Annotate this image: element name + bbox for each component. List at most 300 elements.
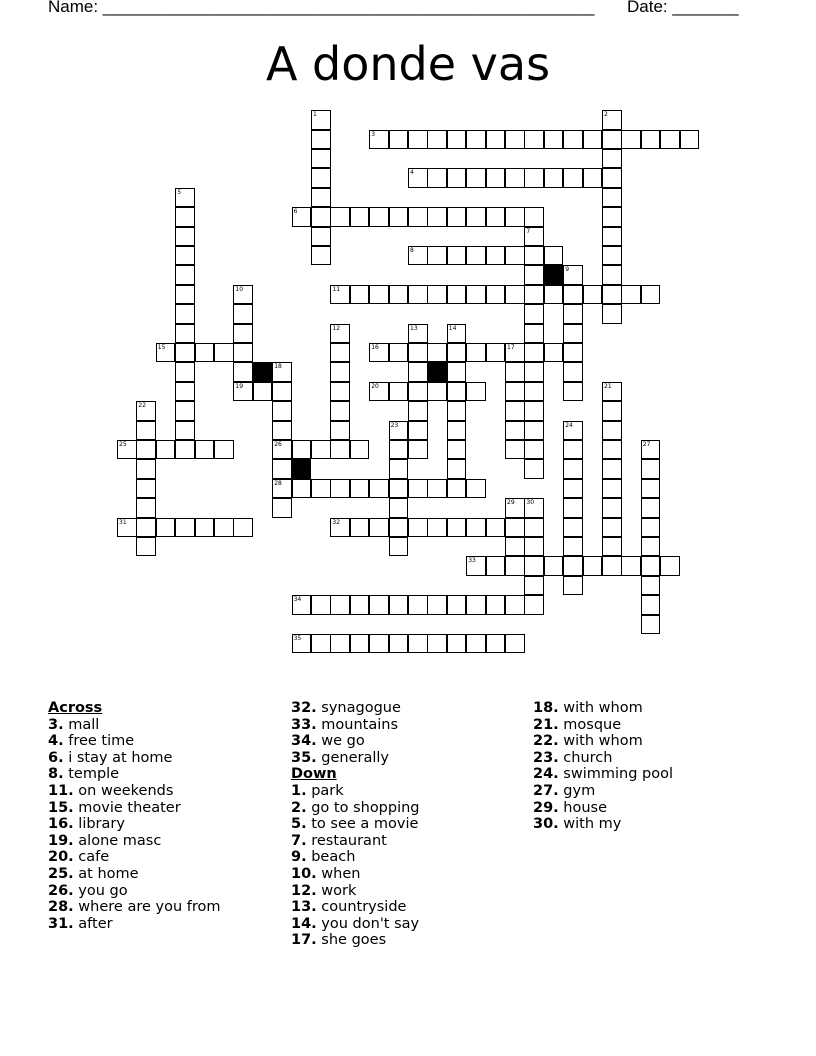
grid-cell[interactable] (408, 421, 428, 441)
grid-cell[interactable] (621, 556, 641, 576)
grid-cell[interactable] (408, 285, 428, 305)
grid-cell[interactable] (544, 556, 564, 576)
grid-cell[interactable] (311, 110, 331, 130)
grid-cell[interactable] (447, 130, 467, 150)
grid-cell[interactable] (583, 130, 603, 150)
grid-cell[interactable] (641, 498, 661, 518)
grid-cell[interactable] (330, 382, 350, 402)
grid-cell[interactable] (524, 595, 544, 615)
grid-cell[interactable] (311, 130, 331, 150)
grid-cell[interactable] (583, 285, 603, 305)
grid-cell[interactable] (563, 556, 583, 576)
grid-cell[interactable] (447, 285, 467, 305)
grid-cell[interactable] (524, 576, 544, 596)
grid-cell[interactable] (641, 537, 661, 557)
grid-cell[interactable] (563, 440, 583, 460)
grid-cell[interactable] (408, 168, 428, 188)
grid-cell[interactable] (505, 556, 525, 576)
grid-cell[interactable] (447, 421, 467, 441)
grid-cell[interactable] (427, 130, 447, 150)
grid-cell[interactable] (330, 324, 350, 344)
grid-cell[interactable] (466, 343, 486, 363)
grid-cell[interactable] (447, 324, 467, 344)
grid-cell[interactable] (214, 518, 234, 538)
grid-cell[interactable] (175, 188, 195, 208)
grid-cell[interactable] (233, 304, 253, 324)
grid-cell[interactable] (447, 382, 467, 402)
grid-cell[interactable] (195, 343, 215, 363)
grid-cell[interactable] (505, 130, 525, 150)
grid-cell[interactable] (621, 285, 641, 305)
grid-cell[interactable] (350, 440, 370, 460)
grid-cell[interactable] (563, 168, 583, 188)
grid-cell[interactable] (350, 285, 370, 305)
grid-cell[interactable] (427, 343, 447, 363)
grid-cell[interactable] (175, 362, 195, 382)
grid-cell[interactable] (524, 459, 544, 479)
grid-cell[interactable] (524, 362, 544, 382)
clue-number-label: 10. (291, 865, 317, 882)
grid-cell[interactable] (447, 362, 467, 382)
grid-cell[interactable] (544, 246, 564, 266)
grid-cell[interactable] (389, 595, 409, 615)
grid-cell[interactable] (136, 459, 156, 479)
grid-cell[interactable] (389, 421, 409, 441)
grid-cell[interactable] (447, 440, 467, 460)
grid-cell[interactable] (330, 479, 350, 499)
grid-cell[interactable] (408, 595, 428, 615)
grid-cell[interactable] (330, 207, 350, 227)
grid-cell[interactable] (330, 285, 350, 305)
grid-cell[interactable] (369, 479, 389, 499)
grid-cell[interactable] (447, 634, 467, 654)
grid-cell[interactable] (350, 634, 370, 654)
grid-cell[interactable] (292, 595, 312, 615)
grid-cell[interactable] (641, 518, 661, 538)
grid-cell[interactable] (505, 362, 525, 382)
grid-cell[interactable] (117, 440, 137, 460)
grid-cell[interactable] (389, 343, 409, 363)
grid-cell[interactable] (175, 324, 195, 344)
grid-cell[interactable] (466, 130, 486, 150)
grid-cell[interactable] (641, 576, 661, 596)
grid-cell[interactable] (524, 382, 544, 402)
grid-cell[interactable] (408, 130, 428, 150)
grid-cell[interactable] (505, 401, 525, 421)
grid-cell[interactable] (369, 634, 389, 654)
grid-cell[interactable] (505, 537, 525, 557)
grid-cell[interactable] (156, 518, 176, 538)
grid-cell[interactable] (524, 498, 544, 518)
grid-cell[interactable] (389, 130, 409, 150)
grid-cell[interactable] (563, 518, 583, 538)
grid-cell[interactable] (524, 265, 544, 285)
grid-cell[interactable] (505, 285, 525, 305)
grid-cell[interactable] (427, 382, 447, 402)
grid-cell[interactable] (466, 285, 486, 305)
grid-cell[interactable] (233, 285, 253, 305)
grid-cell[interactable] (602, 498, 622, 518)
grid-cell[interactable] (505, 440, 525, 460)
grid-cell[interactable] (369, 343, 389, 363)
grid-cell[interactable] (389, 634, 409, 654)
grid-cell[interactable] (311, 207, 331, 227)
clue-number-label: 34. (291, 733, 317, 750)
grid-cell[interactable] (311, 227, 331, 247)
grid-cell[interactable] (447, 343, 467, 363)
grid-cell[interactable] (524, 324, 544, 344)
grid-cell[interactable] (330, 440, 350, 460)
grid-cell[interactable] (602, 265, 622, 285)
grid-cell[interactable] (427, 285, 447, 305)
grid-cell[interactable] (563, 362, 583, 382)
grid-cell[interactable] (330, 362, 350, 382)
grid-cell[interactable] (311, 595, 331, 615)
grid-cell[interactable] (641, 479, 661, 499)
grid-cell[interactable] (466, 207, 486, 227)
grid-cell[interactable] (369, 382, 389, 402)
grid-cell[interactable] (136, 401, 156, 421)
grid-cell[interactable] (175, 207, 195, 227)
grid-cell[interactable] (602, 149, 622, 169)
grid-cell[interactable] (272, 440, 292, 460)
grid-cell[interactable] (117, 518, 137, 538)
grid-cell[interactable] (136, 518, 156, 538)
grid-cell[interactable] (427, 634, 447, 654)
grid-cell[interactable] (233, 343, 253, 363)
grid-cell[interactable] (505, 518, 525, 538)
grid-cell[interactable] (524, 556, 544, 576)
grid-cell[interactable] (563, 576, 583, 596)
grid-cell[interactable] (447, 207, 467, 227)
grid-cell[interactable] (602, 421, 622, 441)
grid-cell[interactable] (233, 324, 253, 344)
grid-cell[interactable] (602, 401, 622, 421)
grid-cell[interactable] (330, 343, 350, 363)
grid-cell[interactable] (602, 537, 622, 557)
grid-cell[interactable] (524, 518, 544, 538)
clue-text: generally (316, 749, 390, 766)
grid-cell[interactable] (311, 149, 331, 169)
grid-cell[interactable] (408, 479, 428, 499)
grid-cell[interactable] (272, 401, 292, 421)
grid-cell[interactable] (621, 130, 641, 150)
grid-cell[interactable] (602, 304, 622, 324)
grid-cell[interactable] (505, 634, 525, 654)
grid-cell[interactable] (466, 518, 486, 538)
grid-cell[interactable] (602, 246, 622, 266)
grid-cell[interactable] (641, 556, 661, 576)
grid-cell[interactable] (563, 130, 583, 150)
black-cell (427, 362, 447, 382)
clue-number: 33 (468, 557, 476, 565)
grid-cell[interactable] (136, 421, 156, 441)
grid-cell[interactable] (505, 168, 525, 188)
grid-cell[interactable] (330, 595, 350, 615)
grid-cell[interactable] (602, 130, 622, 150)
grid-cell[interactable] (369, 518, 389, 538)
grid-cell[interactable] (311, 246, 331, 266)
grid-cell[interactable] (389, 479, 409, 499)
grid-cell[interactable] (563, 537, 583, 557)
grid-cell[interactable] (466, 556, 486, 576)
grid-cell[interactable] (486, 595, 506, 615)
grid-cell[interactable] (427, 518, 447, 538)
grid-cell[interactable] (641, 615, 661, 635)
grid-cell[interactable] (505, 421, 525, 441)
grid-cell[interactable] (292, 479, 312, 499)
grid-cell[interactable] (602, 382, 622, 402)
grid-cell[interactable] (486, 634, 506, 654)
grid-cell[interactable] (311, 440, 331, 460)
grid-cell[interactable] (175, 440, 195, 460)
grid-cell[interactable] (563, 421, 583, 441)
grid-cell[interactable] (292, 207, 312, 227)
grid-cell[interactable] (486, 246, 506, 266)
grid-cell[interactable] (641, 459, 661, 479)
grid-cell[interactable] (389, 518, 409, 538)
grid-cell[interactable] (466, 246, 486, 266)
grid-cell[interactable] (175, 382, 195, 402)
grid-cell[interactable] (486, 207, 506, 227)
grid-cell[interactable] (524, 537, 544, 557)
grid-cell[interactable] (447, 595, 467, 615)
grid-cell[interactable] (524, 207, 544, 227)
clue-text: at home (73, 865, 139, 882)
grid-cell[interactable] (524, 168, 544, 188)
grid-cell[interactable] (136, 479, 156, 499)
grid-cell[interactable] (233, 518, 253, 538)
grid-cell[interactable] (175, 265, 195, 285)
grid-cell[interactable] (583, 556, 603, 576)
grid-cell[interactable] (563, 479, 583, 499)
grid-cell[interactable] (641, 130, 661, 150)
grid-cell[interactable] (660, 556, 680, 576)
grid-cell[interactable] (583, 168, 603, 188)
grid-cell[interactable] (389, 382, 409, 402)
grid-cell[interactable] (311, 188, 331, 208)
grid-cell[interactable] (330, 518, 350, 538)
grid-cell[interactable] (524, 343, 544, 363)
grid-cell[interactable] (524, 421, 544, 441)
grid-cell[interactable] (602, 479, 622, 499)
grid-cell[interactable] (233, 362, 253, 382)
grid-cell[interactable] (466, 168, 486, 188)
grid-cell[interactable] (447, 401, 467, 421)
grid-cell[interactable] (680, 130, 700, 150)
grid-cell[interactable] (563, 382, 583, 402)
grid-cell[interactable] (272, 382, 292, 402)
grid-cell[interactable] (311, 168, 331, 188)
grid-cell[interactable] (563, 304, 583, 324)
grid-cell[interactable] (602, 168, 622, 188)
clue-number-label: 24. (533, 766, 559, 783)
grid-cell[interactable] (447, 246, 467, 266)
clue-text: swimming pool (558, 766, 673, 783)
grid-cell[interactable] (524, 440, 544, 460)
grid-cell[interactable] (389, 459, 409, 479)
grid-cell[interactable] (602, 207, 622, 227)
grid-cell[interactable] (427, 479, 447, 499)
grid-cell[interactable] (350, 518, 370, 538)
grid-cell[interactable] (602, 518, 622, 538)
grid-cell[interactable] (195, 440, 215, 460)
grid-cell[interactable] (563, 285, 583, 305)
grid-cell[interactable] (389, 440, 409, 460)
grid-cell[interactable] (602, 227, 622, 247)
grid-cell[interactable] (272, 479, 292, 499)
grid-cell[interactable] (563, 498, 583, 518)
grid-cell[interactable] (486, 285, 506, 305)
grid-cell[interactable] (214, 440, 234, 460)
grid-cell[interactable] (563, 459, 583, 479)
grid-cell[interactable] (408, 207, 428, 227)
clue-number-label: 16. (48, 816, 74, 833)
grid-cell[interactable] (447, 168, 467, 188)
grid-cell[interactable] (408, 382, 428, 402)
grid-cell[interactable] (486, 343, 506, 363)
grid-cell[interactable] (369, 285, 389, 305)
grid-cell[interactable] (602, 285, 622, 305)
grid-cell[interactable] (466, 479, 486, 499)
grid-cell[interactable] (408, 401, 428, 421)
grid-cell[interactable] (175, 401, 195, 421)
grid-cell[interactable] (466, 382, 486, 402)
grid-cell[interactable] (602, 556, 622, 576)
grid-cell[interactable] (408, 634, 428, 654)
grid-cell[interactable] (156, 440, 176, 460)
grid-cell[interactable] (272, 498, 292, 518)
grid-cell[interactable] (641, 595, 661, 615)
grid-cell[interactable] (292, 634, 312, 654)
clue-number-label: 15. (48, 799, 74, 816)
grid-cell[interactable] (563, 343, 583, 363)
grid-cell[interactable] (369, 207, 389, 227)
grid-cell[interactable] (253, 382, 273, 402)
grid-cell[interactable] (660, 130, 680, 150)
grid-cell[interactable] (427, 168, 447, 188)
clue-number-label: 27. (533, 782, 559, 799)
date-field[interactable]: Date: _______ (627, 0, 739, 16)
grid-cell[interactable] (641, 440, 661, 460)
grid-cell[interactable] (505, 343, 525, 363)
clue-number-label: 32. (291, 700, 317, 716)
clue-number-label: 20. (48, 849, 74, 866)
grid-cell[interactable] (175, 421, 195, 441)
grid-cell[interactable] (311, 634, 331, 654)
grid-cell[interactable] (136, 498, 156, 518)
clue-down (533, 717, 763, 734)
grid-cell[interactable] (330, 634, 350, 654)
grid-cell[interactable] (175, 518, 195, 538)
grid-cell[interactable] (524, 285, 544, 305)
grid-cell[interactable] (369, 595, 389, 615)
grid-cell[interactable] (544, 285, 564, 305)
grid-cell[interactable] (505, 207, 525, 227)
grid-cell[interactable] (486, 168, 506, 188)
grid-cell[interactable] (408, 518, 428, 538)
grid-cell[interactable] (408, 246, 428, 266)
grid-cell[interactable] (602, 459, 622, 479)
grid-cell[interactable] (214, 343, 234, 363)
grid-cell[interactable] (544, 130, 564, 150)
grid-cell[interactable] (524, 304, 544, 324)
grid-cell[interactable] (505, 246, 525, 266)
grid-cell[interactable] (524, 227, 544, 247)
grid-cell[interactable] (486, 556, 506, 576)
grid-cell[interactable] (311, 479, 331, 499)
grid-cell[interactable] (602, 110, 622, 130)
grid-cell[interactable] (272, 421, 292, 441)
grid-cell[interactable] (272, 459, 292, 479)
grid-cell[interactable] (136, 440, 156, 460)
grid-cell[interactable] (505, 382, 525, 402)
grid-cell[interactable] (389, 207, 409, 227)
grid-cell[interactable] (408, 362, 428, 382)
grid-cell[interactable] (505, 595, 525, 615)
grid-cell[interactable] (389, 498, 409, 518)
grid-cell[interactable] (195, 518, 215, 538)
grid-cell[interactable] (524, 246, 544, 266)
grid-cell[interactable] (156, 343, 176, 363)
grid-cell[interactable] (350, 479, 370, 499)
grid-cell[interactable] (466, 634, 486, 654)
grid-cell[interactable] (466, 595, 486, 615)
grid-cell[interactable] (486, 130, 506, 150)
grid-cell[interactable] (524, 401, 544, 421)
grid-cell[interactable] (389, 537, 409, 557)
grid-cell[interactable] (233, 382, 253, 402)
grid-cell[interactable] (408, 324, 428, 344)
clue-down (533, 800, 763, 817)
grid-cell[interactable] (389, 285, 409, 305)
grid-cell[interactable] (330, 401, 350, 421)
grid-cell[interactable] (505, 498, 525, 518)
name-field[interactable]: Name: ____________________________________________________ (48, 0, 595, 16)
grid-cell[interactable] (175, 343, 195, 363)
grid-cell[interactable] (408, 343, 428, 363)
grid-cell[interactable] (447, 479, 467, 499)
grid-cell[interactable] (427, 207, 447, 227)
grid-cell[interactable] (544, 343, 564, 363)
grid-cell[interactable] (350, 207, 370, 227)
grid-cell[interactable] (350, 595, 370, 615)
grid-cell[interactable] (524, 130, 544, 150)
grid-cell[interactable] (175, 304, 195, 324)
grid-cell[interactable] (330, 421, 350, 441)
grid-cell[interactable] (563, 265, 583, 285)
grid-cell[interactable] (447, 518, 467, 538)
grid-cell[interactable] (369, 130, 389, 150)
grid-cell[interactable] (292, 440, 312, 460)
grid-cell[interactable] (427, 246, 447, 266)
grid-cell[interactable] (136, 537, 156, 557)
grid-cell[interactable] (175, 227, 195, 247)
clue-number: 10 (235, 285, 244, 293)
grid-cell[interactable] (427, 595, 447, 615)
grid-cell[interactable] (602, 440, 622, 460)
grid-cell[interactable] (175, 246, 195, 266)
grid-cell[interactable] (447, 459, 467, 479)
grid-cell[interactable] (486, 518, 506, 538)
grid-cell[interactable] (602, 188, 622, 208)
grid-cell[interactable] (272, 362, 292, 382)
grid-cell[interactable] (175, 285, 195, 305)
grid-cell[interactable] (641, 285, 661, 305)
grid-cell[interactable] (563, 324, 583, 344)
grid-cell[interactable] (544, 168, 564, 188)
grid-cell[interactable] (408, 440, 428, 460)
